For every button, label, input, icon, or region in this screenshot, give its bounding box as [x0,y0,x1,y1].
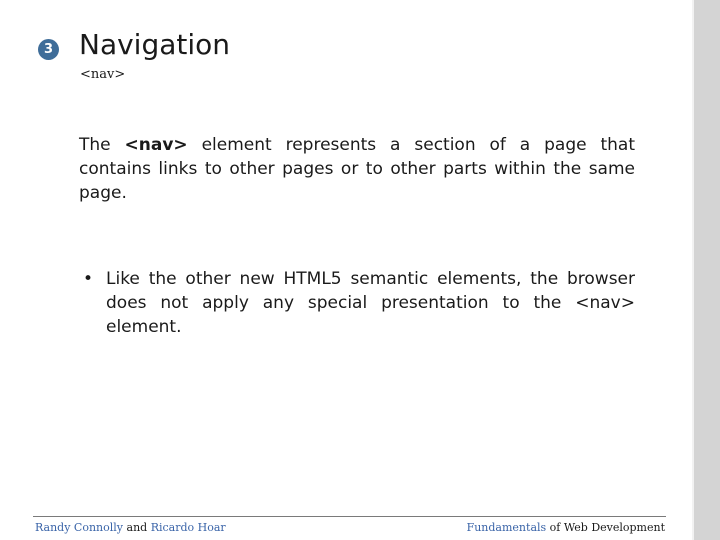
footer-author-2: Ricardo Hoar [150,521,226,534]
paragraph-code-term: <nav> [124,135,188,155]
section-number-badge: 3 [38,39,59,60]
slide-title: Navigation [79,28,231,61]
footer-author-1: Randy Connolly [35,521,124,534]
bullet-icon: • [83,269,94,289]
footer-book-part-2: of Web Development [546,521,665,534]
paragraph-text-before: The [79,135,125,155]
footer-book-title [467,521,665,534]
right-edge-bar [694,0,720,540]
bullet-item [79,267,635,339]
footer-divider [33,516,666,517]
paragraph-text-after: element represents a section of a page that contains links to other pages or to other parts within the same page. [79,135,635,203]
description-paragraph [79,133,635,205]
footer-and: and [123,521,151,534]
slide-subtitle: <nav> [80,67,126,82]
bullet-text: Like the other new HTML5 semantic elements, the browser does not apply any special presentation to the <nav> element. [106,269,635,337]
footer-book-part-1: Fundamentals [466,521,547,534]
footer-authors [35,521,226,534]
bullet-list [79,267,635,339]
